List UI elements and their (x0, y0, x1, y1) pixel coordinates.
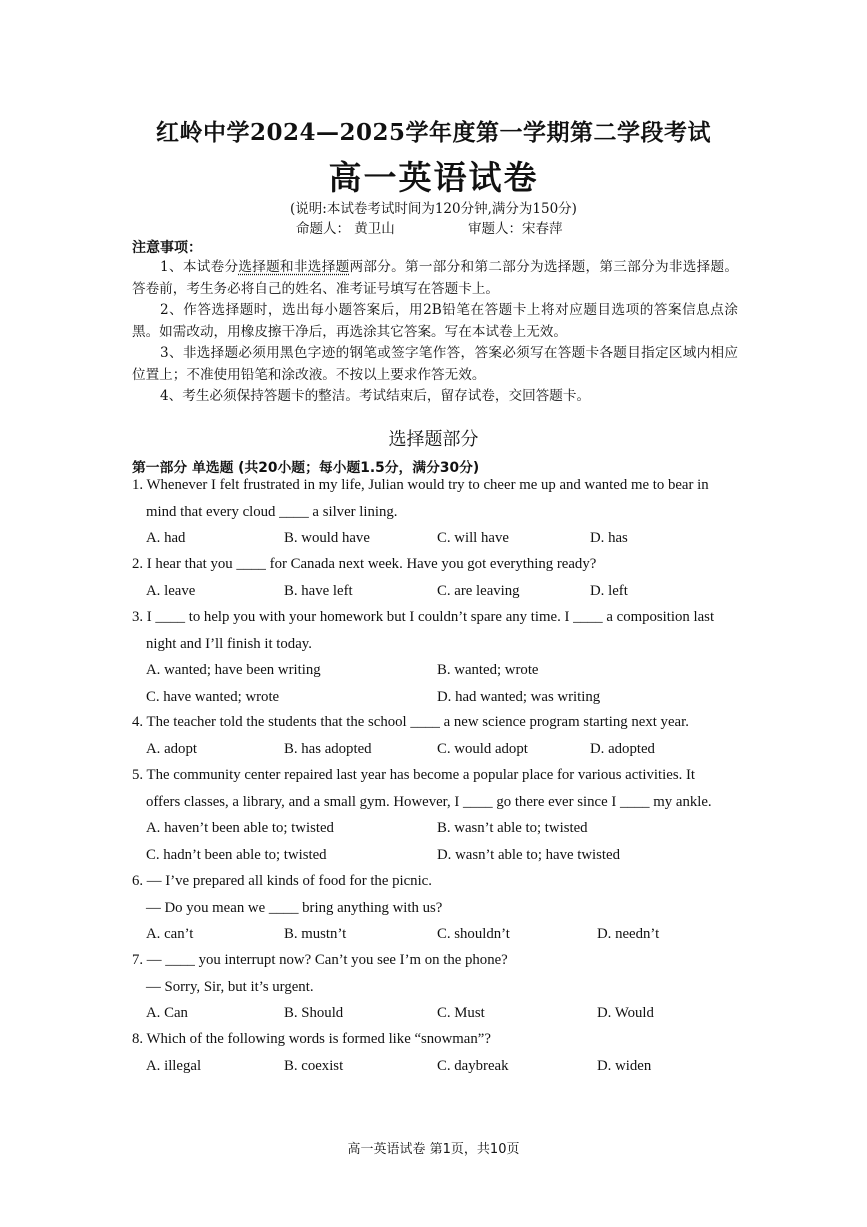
option-row (132, 815, 738, 842)
part-heading: 第一部分 单选题 (共20小题；每小题1.5分，满分30分) (132, 460, 480, 476)
option-b: B. mustn’t (284, 926, 347, 942)
option-row (132, 657, 738, 684)
question-stem-continued: — Sorry, Sir, but it’s urgent. (146, 978, 314, 995)
question-1 (132, 472, 738, 552)
option-a: A. had (146, 530, 186, 546)
option-c: C. shouldn’t (437, 926, 510, 942)
option-d: D. wasn’t able to; have twisted (437, 846, 621, 863)
question-stem-continued: offers classes, a library, and a small gym. However, I ____ go there ever since I ____ my ankle. (146, 793, 712, 810)
option-row (132, 842, 738, 869)
question-8 (132, 1026, 738, 1079)
question-3 (132, 604, 738, 710)
option-c: C. will have (437, 530, 509, 546)
option-a: A. leave (146, 582, 196, 599)
notice-block (132, 257, 738, 408)
question-stem: 8. Which of the following words is formed like “snowman”? (132, 1031, 491, 1047)
exam-explanation: (说明:本试卷考试时间为120分钟,满分为150分) (290, 201, 577, 217)
option-a: A. wanted; have been writing (146, 662, 321, 678)
option-c: C. hadn’t been able to; twisted (146, 846, 327, 863)
notice-item-1: 1、本试卷分选择题和非选择题两部分。第一部分和第二部分为选择题，第三部分为非选择题。答卷前，考生务必将自己的姓名、准考证号填写在答题卡上。 (132, 259, 738, 297)
question-stem: 6. — I’ve prepared all kinds of food for the picnic. (132, 873, 432, 889)
option-c: C. have wanted; wrote (146, 688, 280, 705)
question-stem: 3. I ____ to help you with your homework but I couldn’t spare any time. I ____ a composition last (132, 609, 715, 625)
option-row (132, 921, 738, 948)
option-d: D. needn’t (597, 926, 660, 942)
question-stem: 5. The community center repaired last year has become a popular place for various activities. It (132, 767, 696, 783)
question-4 (132, 709, 738, 762)
option-b: B. has adopted (284, 740, 372, 757)
notice-heading: 注意事项： (132, 240, 202, 256)
setter-credit: 命题人： 黄卫山 (296, 221, 395, 237)
option-row (132, 1000, 738, 1027)
option-d: D. widen (597, 1057, 652, 1074)
question-5 (132, 762, 738, 868)
option-d: D. adopted (590, 740, 655, 757)
option-c: C. would adopt (437, 740, 528, 757)
notice-item-3: 3、非选择题必须用黑色字迹的钢笔或签字笔作答，答案必须写在答题卡各题目指定区域内相应位置上；不准使用铅笔和涂改液。不按以上要求作答无效。 (132, 345, 738, 383)
option-d: D. left (590, 582, 628, 599)
option-row (132, 736, 738, 763)
option-d: D. Would (597, 1005, 654, 1021)
option-b: B. coexist (284, 1057, 344, 1074)
question-stem: 7. — ____ you interrupt now? Can’t you see I’m on the phone? (132, 952, 508, 968)
question-stem: 4. The teacher told the students that the school ____ a new science program starting next year. (132, 714, 689, 730)
option-row (132, 578, 738, 605)
option-c: C. are leaving (437, 582, 520, 599)
option-c: C. daybreak (437, 1057, 509, 1074)
option-b: B. Should (284, 1005, 344, 1021)
option-row (132, 684, 738, 711)
exam-title: 红岭中学2024—2025学年度第一学期第二学段考试 (155, 119, 712, 146)
question-2 (132, 551, 738, 604)
question-stem-continued: mind that every cloud ____ a silver lining. (146, 503, 398, 520)
question-stem-continued: night and I’ll finish it today. (146, 635, 312, 652)
option-row (132, 1053, 738, 1080)
option-a: A. haven’t been able to; twisted (146, 820, 334, 836)
section-title: 选择题部分 (388, 429, 479, 450)
option-b: B. would have (284, 530, 370, 546)
notice-item-2: 2、作答选择题时，选出每小题答案后，用2B铅笔在答题卡上将对应题目选项的答案信息点涂黑。如需改动，用橡皮擦干净后，再选涂其它答案。写在本试卷上无效。 (132, 302, 738, 340)
emphasis-text: 选择题和非选择题 (238, 259, 350, 275)
option-a: A. adopt (146, 740, 197, 757)
option-b: B. have left (284, 582, 353, 599)
question-stem-continued: — Do you mean we ____ bring anything with us? (146, 899, 443, 916)
option-a: A. can’t (146, 926, 194, 942)
question-stem: 1. Whenever I felt frustrated in my life, Julian would try to cheer me up and wanted me to bear in (132, 477, 709, 493)
option-b: B. wanted; wrote (437, 662, 539, 678)
question-stem: 2. I hear that you ____ for Canada next week. Have you got everything ready? (132, 556, 597, 572)
option-a: A. illegal (146, 1057, 202, 1074)
option-row (132, 525, 738, 552)
option-b: B. wasn’t able to; twisted (437, 820, 588, 836)
exam-subject-title: 高一英语试卷 (328, 158, 539, 197)
option-d: D. has (590, 530, 628, 546)
reviewer-credit: 审题人：宋春萍 (468, 221, 563, 237)
question-6 (132, 868, 738, 948)
option-a: A. Can (146, 1005, 188, 1021)
notice-item-4: 4、考生必须保持答题卡的整洁。考试结束后，留存试卷，交回答题卡。 (160, 388, 591, 404)
page-footer: 高一英语试卷 第1页，共10页 (347, 1142, 520, 1157)
option-c: C. Must (437, 1005, 485, 1021)
option-d: D. had wanted; was writing (437, 688, 601, 705)
question-7 (132, 947, 738, 1027)
